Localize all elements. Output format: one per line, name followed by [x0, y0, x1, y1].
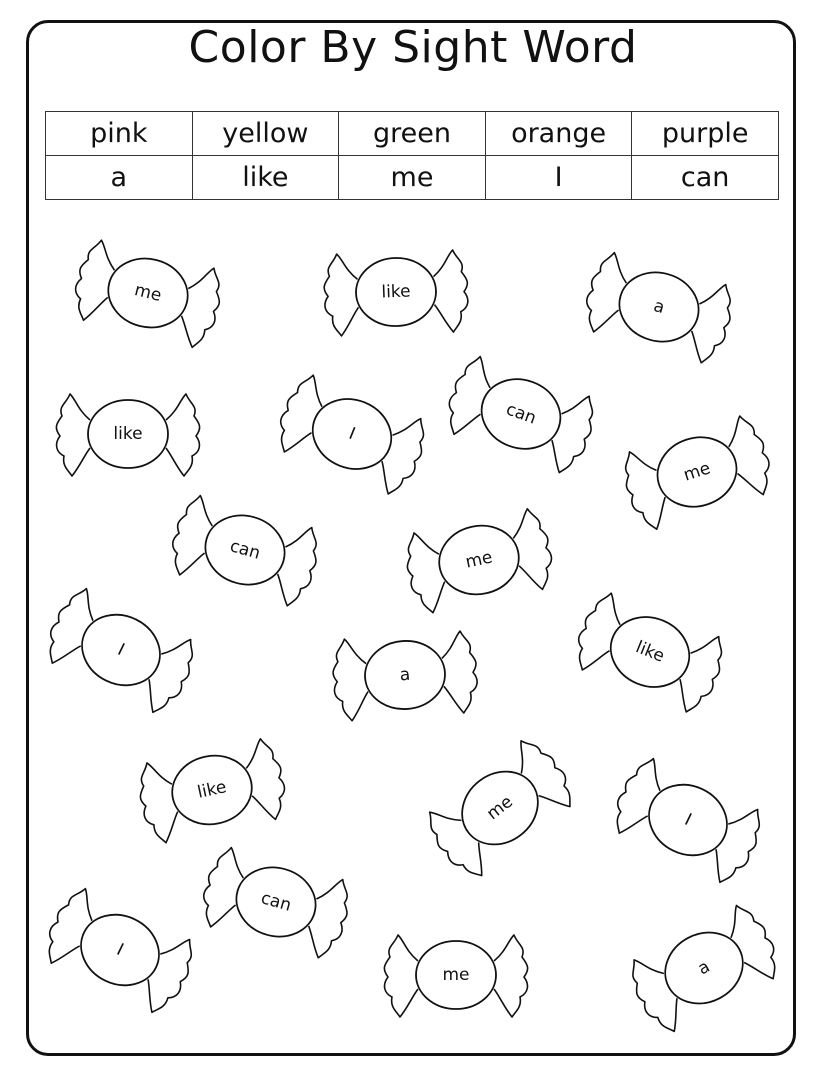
candy-word: like [381, 281, 411, 303]
candy[interactable] [384, 935, 527, 1017]
candy[interactable] [617, 412, 779, 534]
key-word: a [46, 156, 193, 200]
candy-word: like [632, 637, 668, 667]
candy[interactable] [568, 588, 732, 718]
candy[interactable] [605, 753, 770, 889]
candy[interactable] [323, 250, 469, 337]
key-color: purple [632, 112, 779, 156]
candy-word: I [113, 939, 127, 961]
candy-word: me [442, 965, 470, 985]
candy[interactable] [401, 506, 558, 616]
candy[interactable] [439, 352, 602, 478]
candy[interactable] [134, 736, 291, 846]
candy[interactable] [56, 394, 199, 476]
candy[interactable] [419, 732, 582, 885]
key-color: yellow [192, 112, 339, 156]
key-word: I [485, 156, 632, 200]
candy-word: I [345, 423, 359, 445]
candy-word: me [483, 791, 517, 825]
candy[interactable] [331, 630, 480, 722]
candy-word: a [694, 956, 714, 980]
candy-word: can [227, 536, 263, 564]
key-word: me [339, 156, 486, 200]
candy[interactable] [622, 899, 787, 1039]
key-color: green [339, 112, 486, 156]
candy-word: me [681, 458, 713, 486]
candy-word: can [258, 888, 294, 916]
candy[interactable] [196, 844, 356, 962]
candy-word: a [399, 664, 411, 686]
candy[interactable] [68, 237, 227, 351]
candy-word: can [503, 399, 539, 429]
key-color: orange [485, 112, 632, 156]
candy[interactable] [579, 249, 739, 367]
candy[interactable] [37, 883, 202, 1019]
candy-word: like [113, 424, 143, 444]
candy-word: I [114, 639, 128, 661]
candy-word: I [681, 809, 695, 831]
candy[interactable] [165, 492, 325, 610]
page-title: Color By Sight Word [188, 22, 638, 73]
candy-word: like [195, 777, 229, 803]
key-color: pink [46, 112, 193, 156]
candy-word: me [463, 547, 495, 573]
candy-word: a [651, 295, 667, 319]
key-word: can [632, 156, 779, 200]
candy-word: me [132, 280, 164, 306]
candy[interactable] [270, 370, 434, 500]
key-word: like [192, 156, 339, 200]
candy[interactable] [38, 583, 203, 719]
